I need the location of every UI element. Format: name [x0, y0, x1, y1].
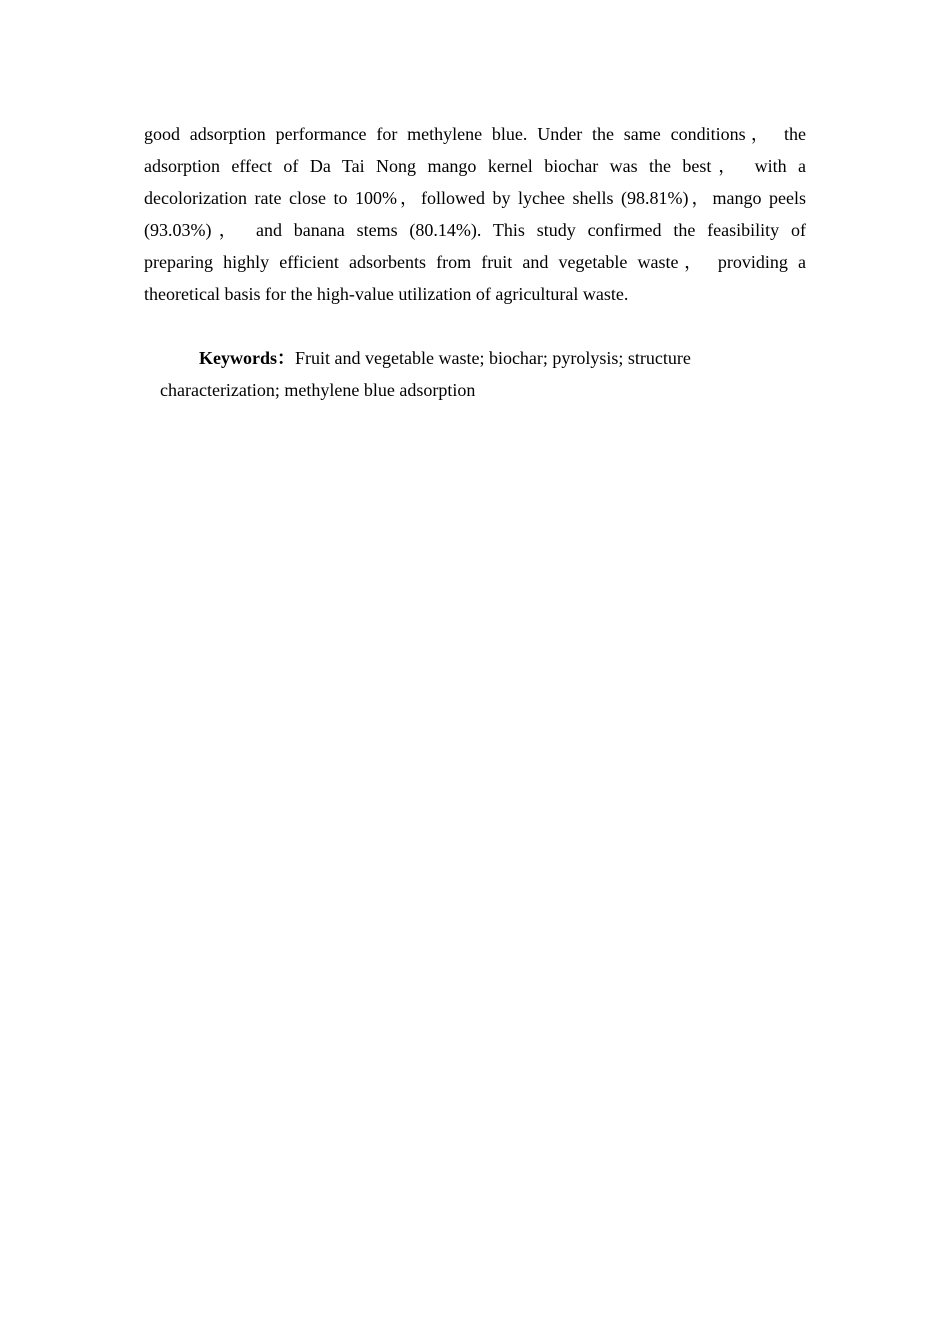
abstract-line: theoretical basis for the high-value utilization of agricultural waste. — [144, 284, 629, 304]
abstract-line: decolorization rate close to 100%，followed by lychee shells (98.81%)，mango peels — [144, 188, 806, 208]
abstract-line: (93.03%)， and banana stems (80.14%). This study confirmed the feasibility of — [144, 220, 806, 240]
keywords-label: Keywords： — [199, 348, 295, 368]
keywords-line-continued: characterization; methylene blue adsorption — [160, 380, 476, 400]
abstract-continuation — [144, 118, 806, 310]
abstract-line: good adsorption performance for methylene blue. Under the same conditions， the — [144, 124, 806, 144]
keywords-block — [160, 342, 800, 406]
keywords-line — [160, 342, 800, 374]
abstract-line: preparing highly efficient adsorbents from fruit and vegetable waste， providing a — [144, 252, 806, 272]
keywords-text: Fruit and vegetable waste; biochar; pyrolysis; structure — [295, 348, 691, 368]
abstract-line: adsorption effect of Da Tai Nong mango kernel biochar was the best， with a — [144, 156, 806, 176]
